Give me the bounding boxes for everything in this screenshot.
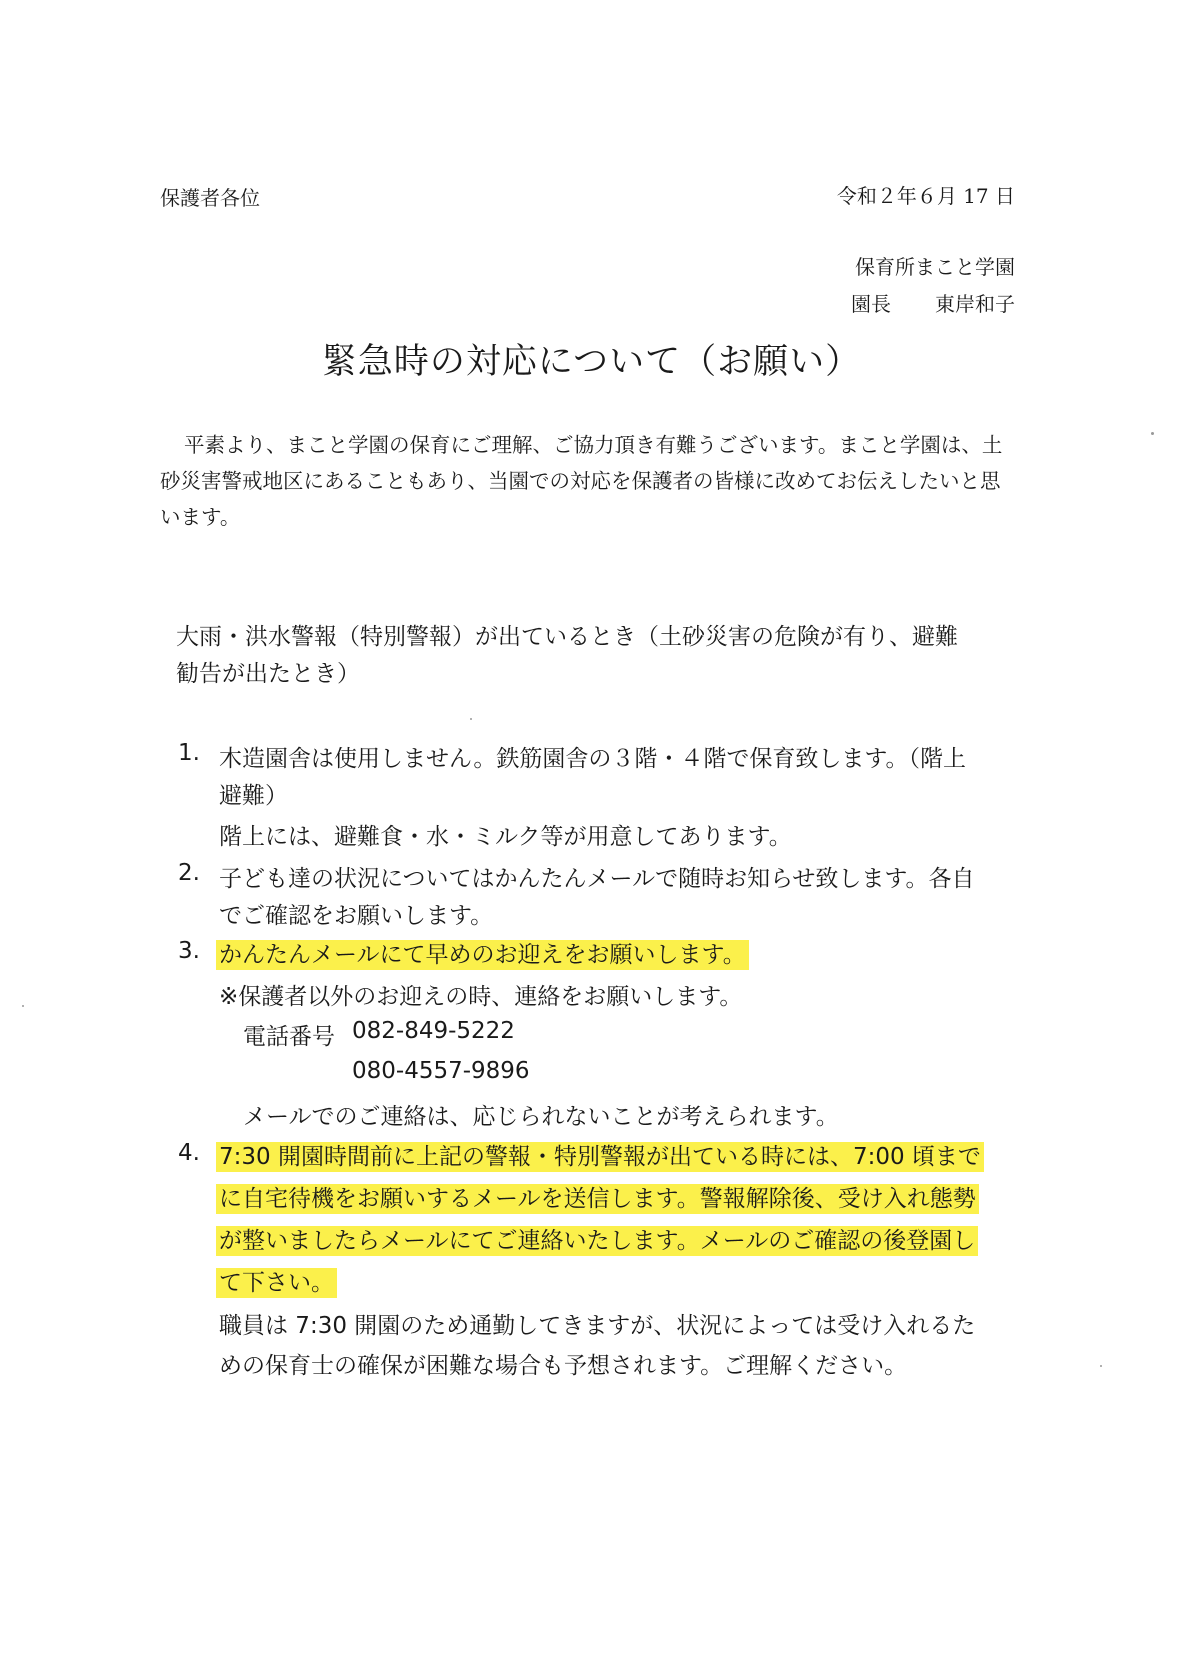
item-2-line-1: 子ども達の状況についてはかんたんメールで随時お知らせ致します。各自	[219, 866, 975, 892]
item-1-line-3: 階上には、避難食・水・ミルク等が用意してあります。	[219, 824, 792, 850]
scan-speck	[1100, 1365, 1102, 1367]
item-4-number: 4.	[178, 1140, 200, 1166]
item-1-number: 1.	[178, 740, 200, 766]
item-4-line-6: めの保育士の確保が困難な場合も予想されます。ご理解ください。	[219, 1353, 908, 1379]
sender	[851, 288, 1015, 317]
item-2-number: 2.	[178, 860, 200, 886]
item-4-highlight-line-4	[216, 1264, 337, 1297]
principal-name: 東岸和子	[935, 292, 1015, 316]
condition-line-1: 大雨・洪水警報（特別警報）が出ているとき（土砂災害の危険が有り、避難	[176, 624, 958, 650]
scan-speck	[470, 718, 472, 720]
intro-paragraph: 平素より、まこと学園の保育にご理解、ご協力頂き有難うございます。まこと学園は、土砂災害警戒地区にあることもあり、当園での対応を保護者の皆様に改めてお伝えしたいと思います。	[160, 433, 1003, 529]
item-3-number: 3.	[178, 938, 200, 964]
document-date: 令和２年６月 17 日	[836, 184, 1015, 208]
highlight-mark: に自宅待機をお願いするメールを送信します。警報解除後、受け入れ態勢	[216, 1184, 979, 1214]
item-4-highlight-line-2	[216, 1180, 979, 1213]
item-2-line-2: でご確認をお願いします。	[219, 903, 494, 929]
item-4-highlight-line-1	[216, 1138, 984, 1171]
phone-label: 電話番号	[243, 1024, 335, 1050]
principal-role: 園長	[851, 292, 891, 316]
item-3-note: ※保護者以外のお迎えの時、連絡をお願いします。	[219, 984, 743, 1010]
condition-line-2: 勧告が出たとき）	[176, 661, 360, 687]
item-4-line-5: 職員は 7:30 開園のため通勤してきますが、状況によっては受け入れるた	[219, 1313, 976, 1339]
highlight-mark: 7:30 開園時間前に上記の警報・特別警報が出ている時には、7:00 頃まで	[216, 1142, 984, 1172]
item-1-line-1: 木造園舎は使用しません。鉄筋園舎の３階・４階で保育致します。（階上	[219, 746, 967, 772]
phone-number-2: 080-4557-9896	[352, 1058, 530, 1084]
organization-name: 保育所まこと学園	[855, 255, 1015, 279]
scan-speck	[1151, 432, 1154, 435]
item-4-highlight-line-3	[216, 1222, 978, 1255]
highlight-mark: て下さい。	[216, 1268, 337, 1298]
addressee: 保護者各位	[160, 186, 260, 210]
item-1-line-2: 避難）	[219, 783, 288, 809]
phone-number-1: 082-849-5222	[352, 1018, 515, 1044]
scan-speck	[22, 1005, 24, 1007]
highlight-mark: が整いましたらメールにてご連絡いたします。メールのご確認の後登園し	[216, 1226, 978, 1256]
highlight-mark: かんたんメールにて早めのお迎えをお願いします。	[216, 940, 749, 970]
item-3-mail-note: メールでのご連絡は、応じられないことが考えられます。	[243, 1104, 839, 1130]
page-title: 緊急時の対応について（お願い）	[321, 342, 862, 382]
item-3-highlight-line	[216, 936, 749, 969]
